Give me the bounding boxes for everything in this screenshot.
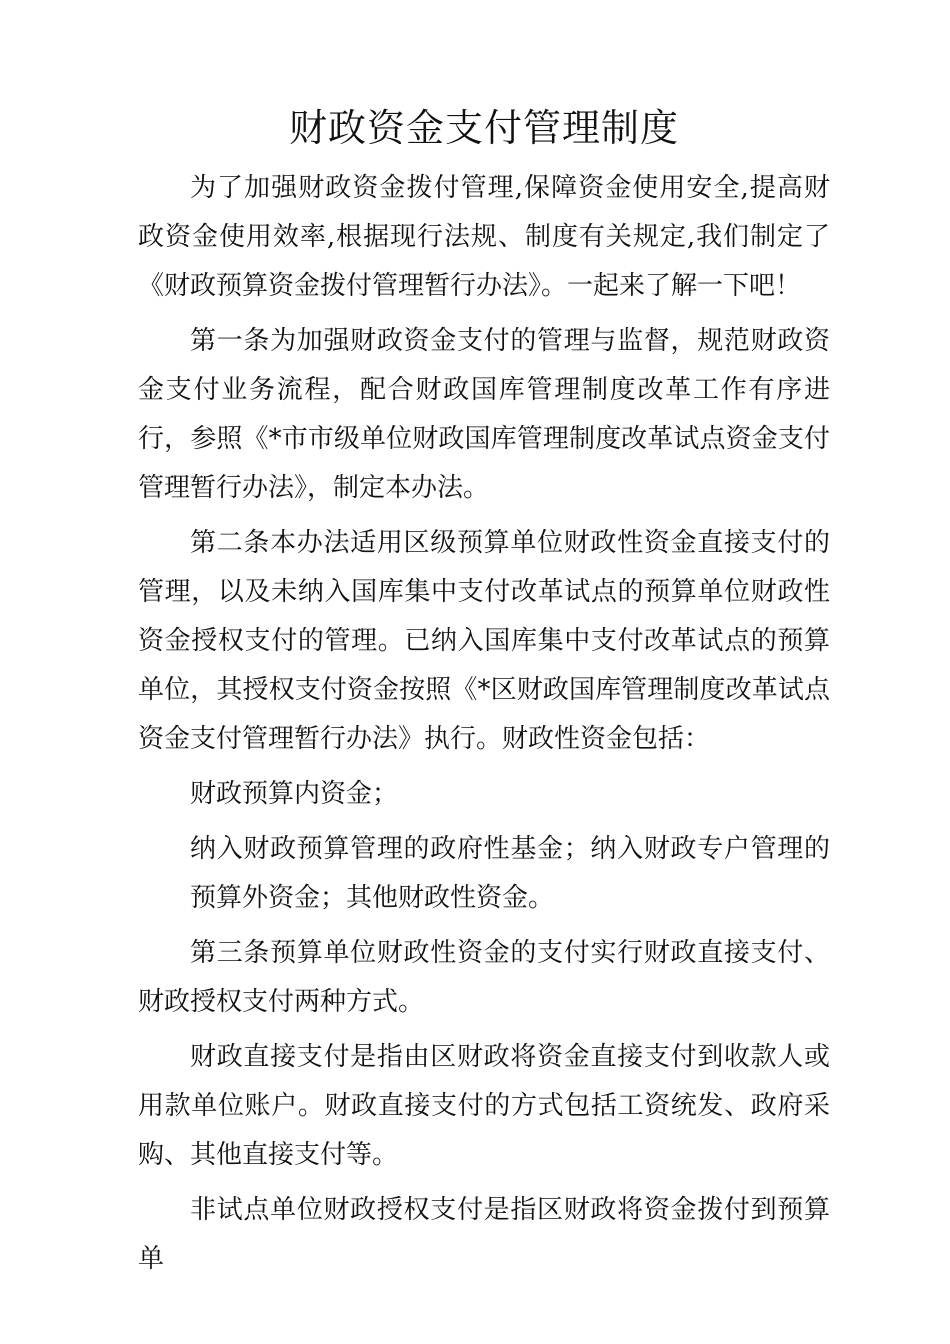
paragraph-item-government-funds: 纳入财政预算管理的政府性基金；纳入财政专户管理的预算外资金；其他财政性资金。 [190,834,830,913]
document-page [138,98,830,1290]
paragraph-article-2: 第二条本办法适用区级预算单位财政性资金直接支付的管理，以及未纳入国库集中支付改革试点的预算单位财政性资金授权支付的管理。已纳入国库集中支付改革试点的预算单位，其授权支付资金按照《*区财政国库管理制度改革试点资金支付管理暂行办法》执行。财政性资金包括： [138,528,830,754]
paragraph-intro: 为了加强财政资金拨付管理,保障资金使用安全,提高财政资金使用效率,根据现行法规、制度有关规定,我们制定了《财政预算资金拨付管理暂行办法》。一起来了解一下吧！ [138,173,830,301]
paragraph-direct-payment: 财政直接支付是指由区财政将资金直接支付到收款人或用款单位账户。财政直接支付的方式包括工资统发、政府采购、其他直接支付等。 [138,1042,830,1170]
paragraph-authorized-payment: 非试点单位财政授权支付是指区财政将资金拨付到预算单 [138,1195,830,1274]
paragraph-item-budget-funds: 财政预算内资金； [190,779,399,809]
paragraph-article-3: 第三条预算单位财政性资金的支付实行财政直接支付、财政授权支付两种方式。 [138,938,830,1017]
paragraph-article-1: 第一条为加强财政资金支付的管理与监督，规范财政资金支付业务流程，配合财政国库管理制度改革工作有序进行，参照《*市市级单位财政国库管理制度改革试点资金支付管理暂行办法》，制定本办法。 [138,326,830,503]
document-title: 财政资金支付管理制度 [288,106,679,150]
